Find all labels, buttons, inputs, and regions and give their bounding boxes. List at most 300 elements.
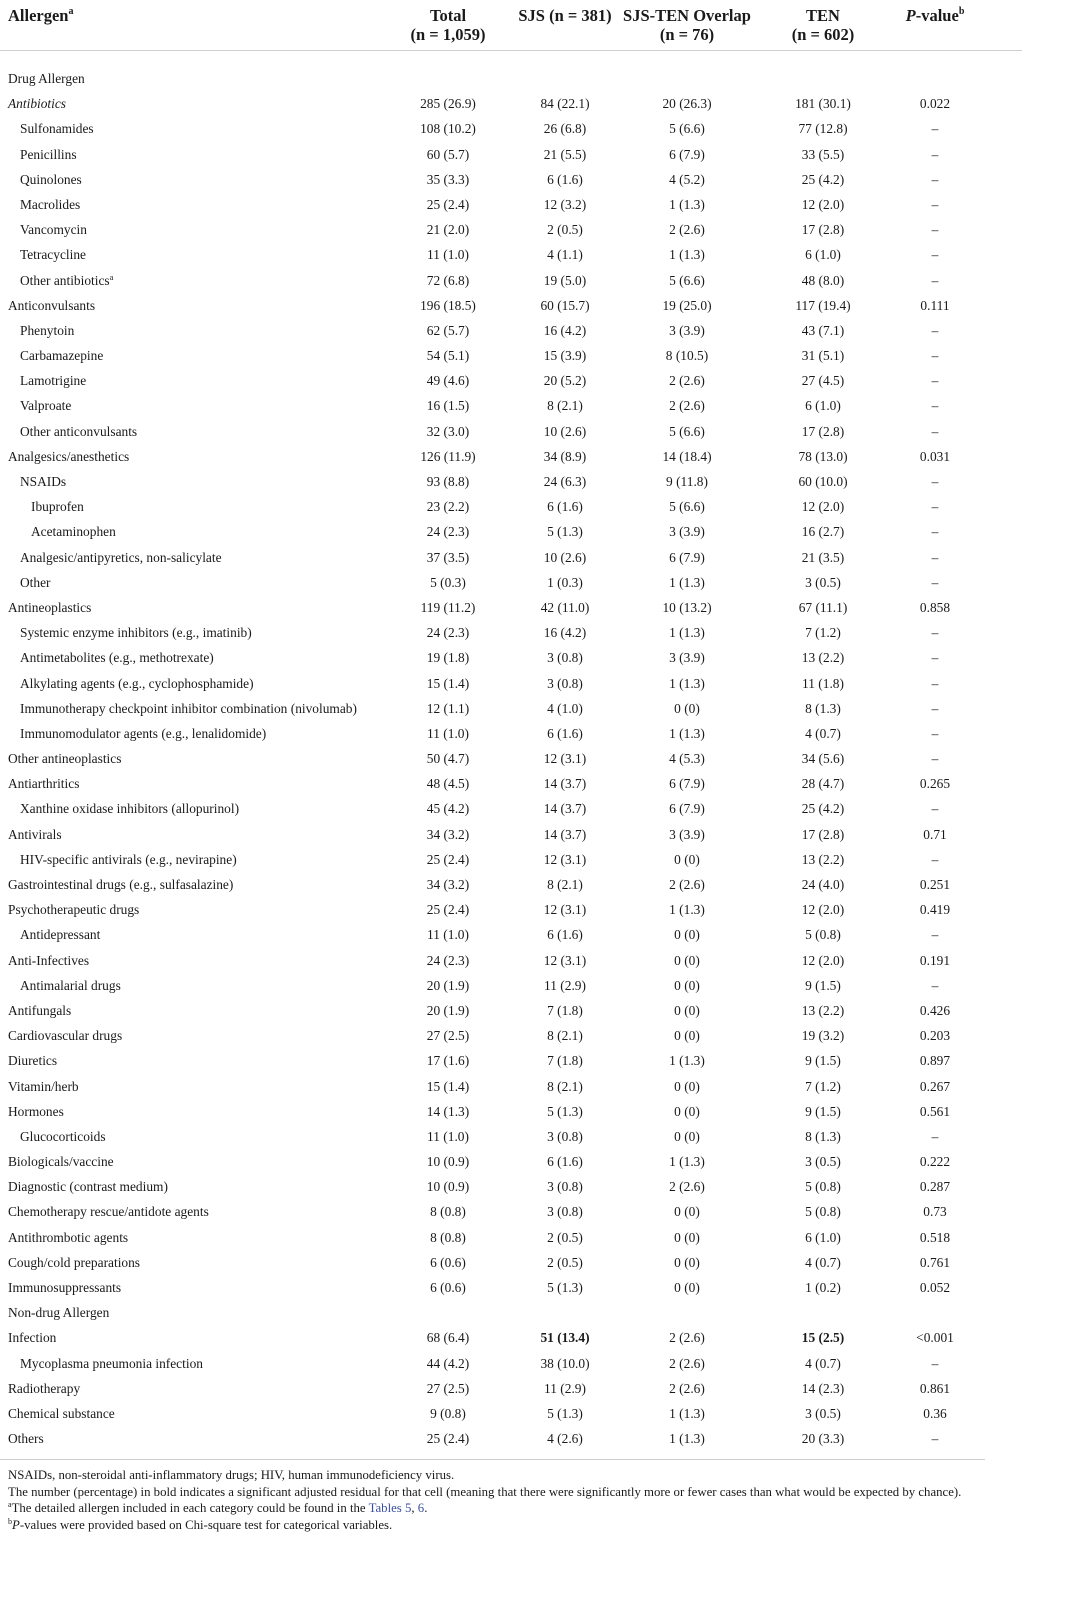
row-label [20, 393, 71, 418]
table-row [0, 771, 1085, 796]
cell-ten: 11 (1.8) [802, 675, 844, 691]
row-label [20, 645, 214, 670]
cell-total: 6 (0.6) [430, 1254, 466, 1270]
cell-total: 27 (2.5) [426, 1380, 470, 1396]
cell-overlap: 1 (1.3) [669, 1053, 705, 1069]
cell-p-value: 0.426 [919, 1002, 951, 1018]
cell-ten: 7 (1.2) [805, 625, 841, 641]
row-label-text: Antivirals [8, 826, 62, 842]
table-row [0, 242, 1085, 267]
row-label-text: Antibiotics [8, 96, 67, 112]
row-label [31, 494, 84, 519]
row-label [8, 1023, 122, 1048]
tables-5-link[interactable]: Tables 5 [368, 1501, 412, 1516]
row-label [8, 1376, 80, 1401]
cell-ten: 13 (2.2) [801, 1002, 845, 1018]
row-label [20, 469, 66, 494]
table-row [0, 998, 1085, 1023]
cell-total: 50 (4.7) [426, 751, 470, 767]
row-label [8, 293, 95, 318]
cell-overlap: 1 (1.3) [669, 196, 705, 212]
row-label-text: Antidepressant [20, 927, 101, 943]
cell-ten: 5 (0.8) [805, 927, 841, 943]
cell-overlap: 0 (0) [674, 1002, 700, 1018]
footnote-a-mark: a [8, 1500, 12, 1510]
cell-total: 62 (5.7) [426, 322, 470, 338]
row-label [20, 192, 80, 217]
table-body [0, 66, 1085, 1451]
row-label-text: Radiotherapy [8, 1380, 81, 1396]
cell-total: 60 (5.7) [426, 146, 470, 162]
cell-total: 126 (11.9) [420, 448, 476, 464]
row-label [8, 897, 139, 922]
cell-sjs: 4 (2.6) [547, 1431, 583, 1447]
cell-sjs: 8 (2.1) [547, 1078, 583, 1094]
table-row [0, 822, 1085, 847]
cell-ten: 117 (19.4) [795, 297, 851, 313]
cell-ten: 67 (11.1) [798, 599, 848, 615]
cell-p-value: 0.267 [919, 1078, 951, 1094]
cell-sjs: 6 (1.6) [547, 927, 583, 943]
cell-ten: 5 (0.8) [805, 1204, 841, 1220]
cell-total: 19 (1.8) [426, 650, 470, 666]
cell-overlap: 5 (6.6) [669, 499, 705, 515]
cell-ten: 4 (0.7) [805, 1254, 841, 1270]
cell-sjs: 84 (22.1) [540, 96, 590, 112]
cell-total: 37 (3.5) [426, 549, 470, 565]
cell-sjs: 6 (1.6) [547, 171, 583, 187]
cell-overlap: 2 (2.6) [669, 1330, 705, 1346]
table-6-link[interactable]: 6 [417, 1501, 425, 1516]
cell-total: 11 (1.0) [427, 927, 469, 943]
cell-overlap: 6 (7.9) [669, 146, 705, 162]
cell-sjs: 5 (1.3) [547, 1280, 583, 1295]
cell-overlap: 1 (1.3) [669, 675, 705, 691]
cell-sjs: 10 (2.6) [543, 549, 587, 565]
row-label [20, 847, 237, 872]
cell-ten: 34 (5.6) [801, 751, 845, 767]
cell-p-value: 0.861 [919, 1380, 951, 1396]
cell-ten: 28 (4.7) [801, 776, 845, 792]
cell-p-value: – [931, 146, 939, 162]
row-label [8, 595, 91, 620]
cell-ten: 16 (2.7) [801, 524, 845, 540]
row-label-text: Mycoplasma pneumonia infection [20, 1355, 203, 1371]
cell-overlap: 0 (0) [674, 1103, 700, 1119]
cell-overlap: 5 (6.6) [669, 272, 705, 288]
row-label [20, 696, 357, 721]
cell-ten: 20 (3.3) [801, 1431, 845, 1447]
row-label-text: Xanthine oxidase inhibitors (allopurinol) [20, 801, 240, 817]
cell-total: 119 (11.2) [420, 599, 476, 615]
cell-p-value: – [931, 927, 939, 943]
cell-p-value: 0.73 [923, 1204, 947, 1220]
section-header-row [0, 1300, 1085, 1325]
cell-ten: 12 (2.0) [801, 499, 845, 515]
table-row [0, 545, 1085, 570]
cell-sjs: 7 (1.8) [547, 1002, 583, 1018]
cell-p-value: 0.761 [919, 1254, 951, 1270]
cell-total: 10 (0.9) [426, 1154, 470, 1170]
cell-p-value: 0.222 [919, 1154, 951, 1170]
cell-p-value: – [931, 373, 939, 389]
cell-sjs: 12 (3.2) [543, 196, 587, 212]
row-label-text: Other antineoplastics [8, 751, 122, 767]
cell-overlap: 0 (0) [674, 1229, 700, 1245]
cell-overlap: 1 (1.3) [669, 1431, 705, 1447]
cell-total: 24 (2.3) [426, 952, 470, 968]
cell-p-value: – [931, 322, 939, 338]
row-label-text: Valproate [20, 398, 72, 414]
row-label [8, 771, 79, 796]
footnote-b [8, 1517, 1068, 1534]
cell-sjs: 20 (5.2) [543, 373, 587, 389]
cell-p-value: – [931, 348, 939, 364]
row-label-text: Diagnostic (contrast medium) [8, 1179, 168, 1195]
row-label [8, 1275, 121, 1300]
row-label [20, 217, 87, 242]
cell-overlap: 0 (0) [674, 1280, 700, 1295]
cell-ten: 31 (5.1) [801, 348, 845, 364]
cell-total: 24 (2.3) [426, 524, 470, 540]
row-label-text: Macrolides [20, 196, 81, 212]
row-label [8, 1149, 114, 1174]
cell-overlap: 1 (1.3) [669, 1154, 705, 1170]
cell-sjs: 16 (4.2) [543, 322, 587, 338]
row-label-text: Infection [8, 1330, 57, 1346]
row-label-text: Immunosuppressants [8, 1280, 122, 1295]
cell-sjs: 14 (3.7) [543, 826, 587, 842]
row-label [20, 1124, 106, 1149]
cell-p-value: – [931, 574, 939, 590]
row-label-text: Tetracycline [20, 247, 86, 263]
cell-total: 45 (4.2) [426, 801, 470, 817]
row-label [20, 419, 137, 444]
row-label [31, 519, 116, 544]
row-label-text: Antimalarial drugs [20, 977, 121, 993]
cell-total: 21 (2.0) [426, 222, 470, 238]
cell-overlap: 1 (1.3) [669, 247, 705, 263]
cell-total: 72 (6.8) [426, 272, 470, 288]
row-label-text: Others [8, 1431, 44, 1447]
cell-sjs: 11 (2.9) [544, 1380, 586, 1396]
row-label [8, 1048, 57, 1073]
cell-sjs: 2 (0.5) [547, 222, 583, 238]
cell-ten: 33 (5.5) [801, 146, 845, 162]
cell-overlap: 0 (0) [674, 977, 700, 993]
cell-overlap: 1 (1.3) [669, 1405, 705, 1421]
row-label-text: Other [20, 574, 51, 590]
row-label-text: Antithrombotic agents [8, 1229, 129, 1245]
row-label [8, 998, 71, 1023]
cell-p-value: 0.36 [923, 1405, 947, 1421]
row-label [8, 1426, 44, 1451]
cell-sjs: 3 (0.8) [547, 650, 583, 666]
cell-p-value: 0.419 [919, 902, 951, 918]
cell-sjs: 24 (6.3) [543, 474, 587, 489]
table-row [0, 91, 1085, 116]
cell-ten: 77 (12.8) [798, 121, 848, 137]
cell-ten: 9 (1.5) [805, 1053, 841, 1069]
cell-ten: 27 (4.5) [801, 373, 845, 389]
cell-ten: 12 (2.0) [801, 902, 845, 918]
cell-overlap: 0 (0) [674, 1078, 700, 1094]
table-header [0, 0, 1022, 51]
table-row [0, 721, 1085, 746]
row-label-text: Alkylating agents (e.g., cyclophosphamide) [20, 675, 254, 691]
cell-p-value: 0.265 [919, 776, 951, 792]
cell-p-value: – [931, 700, 939, 716]
cell-p-value: – [931, 801, 939, 817]
row-label-text: Chemotherapy rescue/antidote agents [8, 1204, 209, 1220]
row-label-text: Chemical substance [8, 1405, 115, 1421]
row-label [20, 922, 100, 947]
row-label [8, 1074, 79, 1099]
row-label [20, 242, 86, 267]
cell-ten: 24 (4.0) [801, 877, 845, 892]
table-row [0, 419, 1085, 444]
row-label-text: Ibuprofen [31, 499, 84, 515]
cell-ten: 14 (2.3) [801, 1380, 845, 1396]
table-row [0, 796, 1085, 821]
row-label-text: Cough/cold preparations [8, 1254, 141, 1270]
cell-ten: 19 (3.2) [801, 1028, 845, 1044]
cell-ten: 8 (1.3) [805, 700, 841, 716]
table-row [0, 1225, 1085, 1250]
row-label [20, 268, 113, 293]
table-row [0, 1250, 1085, 1275]
cell-overlap: 1 (1.3) [669, 625, 705, 641]
row-label-text: Carbamazepine [20, 348, 104, 364]
cell-p-value: 0.71 [923, 826, 947, 842]
cell-p-value: – [931, 625, 939, 641]
cell-ten: 17 (2.8) [801, 423, 845, 439]
cell-sjs: 14 (3.7) [543, 801, 587, 817]
cell-sjs: 6 (1.6) [547, 1154, 583, 1170]
cell-overlap: 0 (0) [674, 700, 700, 716]
cell-total: 49 (4.6) [426, 373, 470, 389]
cell-total: 34 (3.2) [426, 826, 470, 842]
header-ten-n: (n = 602) [791, 25, 855, 44]
cell-ten: 181 (30.1) [795, 96, 851, 112]
cell-total: 12 (1.1) [426, 700, 470, 716]
table-row [0, 469, 1085, 494]
row-label [8, 444, 129, 469]
cell-sjs: 5 (1.3) [547, 524, 583, 540]
cell-total: 8 (0.8) [430, 1229, 466, 1245]
footnote-b-text: -values were provided based on Chi-square test for categorical variables. [19, 1517, 393, 1532]
cell-sjs: 8 (2.1) [547, 877, 583, 892]
row-label [20, 545, 222, 570]
cell-overlap: 9 (11.8) [666, 474, 708, 489]
cell-ten: 13 (2.2) [801, 851, 845, 867]
header-overlap-label: SJS-TEN Overlap [623, 6, 751, 25]
cell-overlap: 19 (25.0) [662, 297, 712, 313]
cell-total: 196 (18.5) [420, 297, 476, 313]
row-label [20, 973, 121, 998]
row-label-text: Diuretics [8, 1053, 58, 1069]
cell-p-value: – [931, 524, 939, 540]
cell-p-value: – [931, 423, 939, 439]
row-label [8, 822, 62, 847]
cell-p-value: – [931, 751, 939, 767]
cell-overlap: 3 (3.9) [669, 322, 705, 338]
cell-overlap: 0 (0) [674, 1128, 700, 1144]
cell-overlap: 0 (0) [674, 1028, 700, 1044]
cell-overlap: 14 (18.4) [662, 448, 712, 464]
cell-sjs: 4 (1.0) [547, 700, 583, 716]
cell-ten: 5 (0.8) [805, 1179, 841, 1195]
cell-sjs: 8 (2.1) [547, 398, 583, 414]
cell-ten: 17 (2.8) [801, 222, 845, 238]
cell-sjs: 3 (0.8) [547, 1204, 583, 1220]
row-label-text: Anti-Infectives [8, 952, 90, 968]
cell-p-value: 0.561 [919, 1103, 951, 1119]
row-label-text: Sulfonamides [20, 121, 94, 137]
row-label-text: Drug Allergen [8, 71, 85, 86]
cell-overlap: 6 (7.9) [669, 801, 705, 817]
cell-overlap: 2 (2.6) [669, 1355, 705, 1371]
cell-p-value: 0.052 [919, 1280, 951, 1295]
cell-sjs: 14 (3.7) [543, 776, 587, 792]
cell-ten: 3 (0.5) [805, 1405, 841, 1421]
cell-p-value: 0.031 [919, 448, 951, 464]
cell-overlap: 2 (2.6) [669, 222, 705, 238]
row-label [20, 570, 51, 595]
cell-p-value: <0.001 [916, 1330, 954, 1346]
header-sjs-label: SJS (n = 381) [518, 6, 612, 25]
cell-overlap: 4 (5.2) [669, 171, 705, 187]
cell-sjs: 10 (2.6) [543, 423, 587, 439]
footnote-a-separator: , [411, 1501, 418, 1516]
table-row [0, 948, 1085, 973]
row-label [8, 1225, 128, 1250]
row-label-text: Immunomodulator agents (e.g., lenalidomide) [20, 725, 267, 741]
cell-ten: 3 (0.5) [805, 1154, 841, 1170]
table-row [0, 595, 1085, 620]
cell-p-value: – [931, 1431, 939, 1447]
table-row [0, 746, 1085, 771]
row-label [8, 1325, 56, 1350]
row-label [20, 796, 239, 821]
cell-total: 48 (4.5) [426, 776, 470, 792]
cell-overlap: 8 (10.5) [665, 348, 709, 364]
cell-p-value: – [931, 725, 939, 741]
cell-sjs: 1 (0.3) [547, 574, 583, 590]
cell-total: 24 (2.3) [426, 625, 470, 641]
header-allergen-label: Allergen [8, 6, 69, 25]
cell-total: 23 (2.2) [426, 499, 470, 515]
cell-total: 11 (1.0) [427, 725, 469, 741]
cell-total: 17 (1.6) [426, 1053, 470, 1069]
row-label-text: Biologicals/vaccine [8, 1154, 114, 1170]
cell-p-value: – [931, 1355, 939, 1371]
cell-p-value: 0.191 [919, 952, 951, 968]
footnote-a [8, 1500, 1068, 1517]
table-row [0, 1149, 1085, 1174]
table-row [0, 973, 1085, 998]
cell-overlap: 2 (2.6) [669, 373, 705, 389]
header-overlap [612, 6, 762, 44]
table-footnotes [8, 1467, 1068, 1533]
cell-sjs: 34 (8.9) [543, 448, 587, 464]
footnote-b-mark: b [8, 1516, 12, 1526]
cell-ten: 12 (2.0) [801, 196, 845, 212]
cell-sjs: 7 (1.8) [547, 1053, 583, 1069]
cell-p-value: – [931, 499, 939, 515]
table-row [0, 872, 1085, 897]
row-label [20, 318, 74, 343]
cell-total: 20 (1.9) [426, 977, 470, 993]
table-row [0, 1023, 1085, 1048]
table-row [0, 1074, 1085, 1099]
cell-overlap: 2 (2.6) [669, 1380, 705, 1396]
cell-p-value: – [931, 851, 939, 867]
cell-sjs: 38 (10.0) [540, 1355, 590, 1371]
cell-overlap: 6 (7.9) [669, 776, 705, 792]
row-label-text: Cardiovascular drugs [8, 1028, 123, 1044]
row-label [20, 671, 254, 696]
header-p-value [875, 6, 995, 25]
row-label-text: Other anticonvulsants [20, 423, 138, 439]
row-label-text: Phenytoin [20, 322, 75, 338]
table-row [0, 1401, 1085, 1426]
cell-total: 32 (3.0) [426, 423, 470, 439]
cell-ten: 4 (0.7) [805, 1355, 841, 1371]
cell-overlap: 5 (6.6) [669, 121, 705, 137]
table-row [0, 1174, 1085, 1199]
row-label [8, 1099, 64, 1124]
cell-total: 6 (0.6) [430, 1280, 466, 1295]
row-label [8, 1300, 109, 1325]
row-label-text: Anticonvulsants [8, 297, 96, 313]
row-label-text: Acetaminophen [31, 524, 116, 540]
cell-ten: 6 (1.0) [805, 1229, 841, 1245]
row-label-text: Gastrointestinal drugs (e.g., sulfasalazine) [8, 877, 234, 892]
cell-p-value: 0.111 [920, 297, 950, 313]
cell-sjs: 4 (1.1) [547, 247, 583, 263]
cell-sjs: 42 (11.0) [540, 599, 590, 615]
cell-overlap: 20 (26.3) [662, 96, 712, 112]
row-label-text: Systemic enzyme inhibitors (e.g., imatinib) [20, 625, 252, 641]
cell-sjs: 6 (1.6) [547, 499, 583, 515]
cell-overlap: 5 (6.6) [669, 423, 705, 439]
cell-p-value: 0.251 [919, 877, 951, 892]
cell-sjs: 3 (0.8) [547, 1128, 583, 1144]
table-row [0, 570, 1085, 595]
cell-p-value: – [931, 272, 939, 288]
table-row [0, 293, 1085, 318]
table-row [0, 142, 1085, 167]
cell-ten: 15 (2.5) [801, 1330, 845, 1346]
cell-sjs: 8 (2.1) [547, 1028, 583, 1044]
cell-sjs: 12 (3.1) [543, 851, 587, 867]
table-row [0, 897, 1085, 922]
cell-sjs: 15 (3.9) [543, 348, 587, 364]
header-overlap-n: (n = 76) [659, 25, 715, 44]
cell-total: 34 (3.2) [426, 877, 470, 892]
cell-ten: 13 (2.2) [801, 650, 845, 666]
row-label [20, 1351, 203, 1376]
row-label-text: Vitamin/herb [8, 1078, 79, 1094]
header-allergen [8, 6, 73, 25]
cell-overlap: 0 (0) [674, 927, 700, 943]
table-row [0, 922, 1085, 947]
cell-total: 9 (0.8) [430, 1405, 466, 1421]
row-label-text: Hormones [8, 1103, 64, 1119]
cell-sjs: 12 (3.1) [543, 952, 587, 968]
cell-total: 15 (1.4) [426, 1078, 470, 1094]
